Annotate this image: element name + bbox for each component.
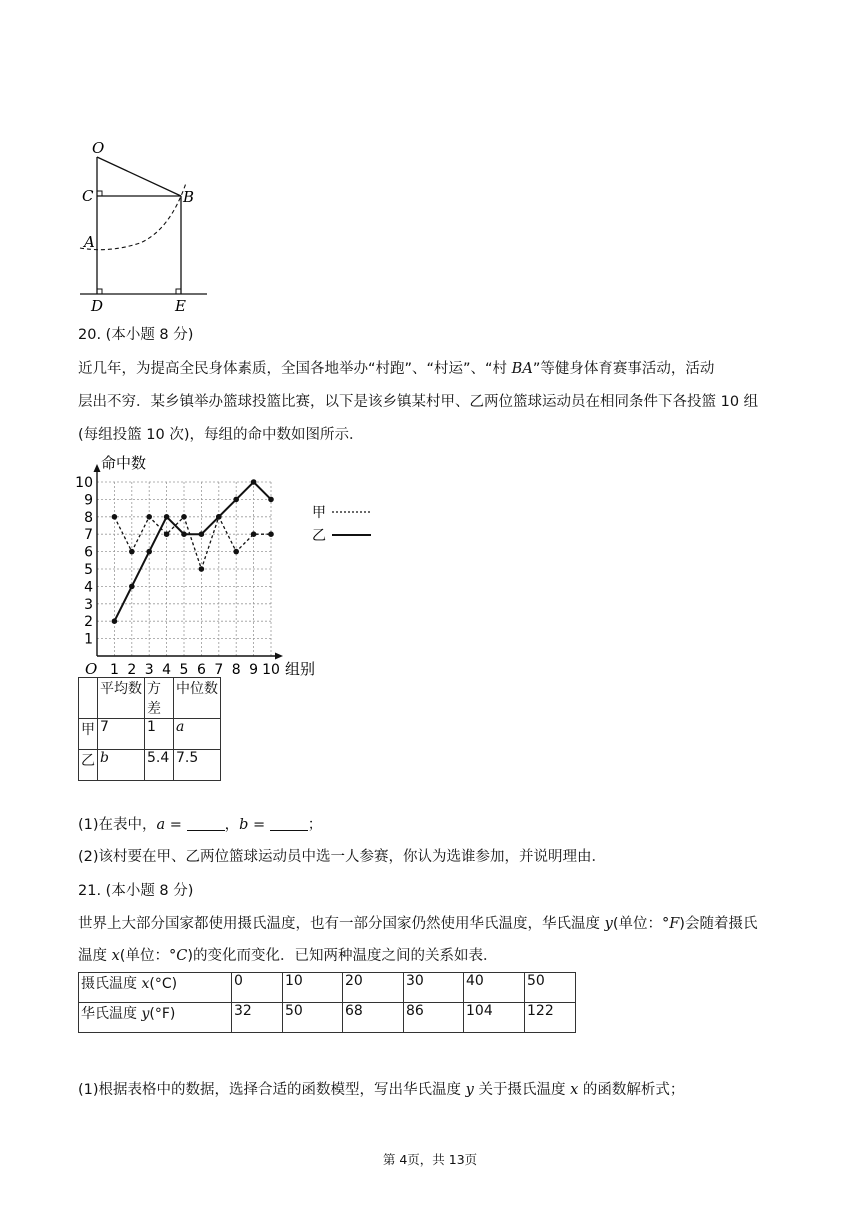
- label-d: D: [91, 297, 104, 315]
- y-tick-label: 10: [75, 475, 93, 491]
- q21-para-line-2: 温度 x(单位：°C)的变化而变化．已知两种温度之间的关系如表．: [78, 948, 498, 964]
- x-tick-label: 2: [127, 662, 137, 678]
- y-tick-label: 1: [84, 631, 93, 648]
- table-cell: 32: [232, 1003, 283, 1033]
- data-point: [181, 514, 187, 520]
- table-cell: 甲: [79, 719, 98, 750]
- table-row: [79, 750, 221, 781]
- legend-label: 乙: [312, 528, 326, 544]
- y-tick-label: 9: [84, 492, 93, 509]
- q20-para-line-2: 层出不穷．某乡镇举办篮球投篮比赛，以下是该乡镇某村甲、乙两位篮球运动员在相同条件下各投篮 10 组: [78, 394, 759, 410]
- table-cell: 30: [404, 973, 464, 1003]
- q20-stats-table: [78, 677, 221, 781]
- table-cell: 68: [343, 1003, 404, 1033]
- table-cell: 1: [145, 719, 174, 750]
- table-cell-label: 华氏温度 y(°F): [79, 1003, 232, 1033]
- q20-para-line-3: (每组投篮 10 次)，每组的命中数如图所示．: [78, 427, 364, 443]
- chart-grid: [97, 482, 271, 656]
- label-b: B: [183, 188, 195, 206]
- table-cell: b: [98, 750, 145, 781]
- q21-sub-question-1: (1)根据表格中的数据，选择合适的函数模型，写出华氏温度 y 关于摄氏温度 x 的函数解析式；: [78, 1082, 685, 1098]
- table-cell: 104: [464, 1003, 525, 1033]
- x-tick-label: 8: [231, 662, 241, 678]
- q20-para-line-1: 近几年，为提高全民身体素质，全国各地举办“村跑”、“村运”、“村 BA”等健身体育赛事活动，活动: [78, 361, 715, 377]
- table-cell: 乙: [79, 750, 98, 781]
- chart-axes: [94, 464, 284, 660]
- data-point: [199, 566, 205, 572]
- data-point: [164, 531, 170, 537]
- x-tick-label: 5: [179, 662, 189, 678]
- table-cell: 方差: [145, 678, 174, 719]
- table-cell: 50: [525, 973, 576, 1003]
- data-point: [146, 514, 152, 520]
- answer-blank-b[interactable]: [270, 816, 308, 831]
- q21-header: 21. (本小题 8 分): [78, 883, 194, 899]
- y-axis-label: 命中数: [101, 454, 147, 472]
- table-cell: 10: [283, 973, 343, 1003]
- x-tick-label: 7: [214, 662, 224, 678]
- label-a: A: [84, 233, 95, 251]
- table-cell: [79, 678, 98, 719]
- x-tick-label: 10: [262, 662, 280, 678]
- table-cell: 122: [525, 1003, 576, 1033]
- data-point: [251, 531, 257, 537]
- data-point: [199, 531, 205, 537]
- table-row: [79, 719, 221, 750]
- data-point: [233, 549, 239, 555]
- hit-count-line-chart: [75, 452, 375, 682]
- table-cell: 中位数: [174, 678, 221, 719]
- data-point: [268, 531, 274, 537]
- table-cell-label: 摄氏温度 x(°C): [79, 973, 232, 1003]
- page-footer: 第 4页，共 13页: [382, 1152, 478, 1167]
- data-point: [129, 549, 135, 555]
- table-cell: 50: [283, 1003, 343, 1033]
- table-cell: 40: [464, 973, 525, 1003]
- y-tick-label: 7: [84, 527, 93, 544]
- table-cell: 5.4: [145, 750, 174, 781]
- data-point: [129, 584, 135, 590]
- data-point: [216, 514, 222, 520]
- y-tick-label: 4: [84, 579, 93, 596]
- chart-tick-labels: [75, 475, 280, 678]
- q21-temperature-table-wrap: [78, 972, 576, 1033]
- y-tick-label: 5: [84, 562, 93, 578]
- data-point: [112, 618, 118, 624]
- table-cell: 0: [232, 973, 283, 1003]
- data-point: [146, 549, 152, 555]
- data-point: [181, 531, 187, 537]
- x-axis-arrow: [275, 653, 283, 660]
- q20-header: 20. (本小题 8 分): [78, 327, 194, 343]
- y-tick-label: 8: [84, 509, 93, 526]
- geometry-figure: [70, 135, 220, 315]
- q20-stats-table-wrap: [78, 677, 221, 781]
- q20-sub-question-1: (1)在表中，a = ，b = ；: [78, 817, 323, 833]
- table-cell: 7: [98, 719, 145, 750]
- table-cell: a: [174, 719, 221, 750]
- q20-sub-question-2: (2)该村要在甲、乙两位篮球运动员中选一人参赛，你认为选谁参加，并说明理由．: [78, 849, 607, 865]
- q21-para-line-1: 世界上大部分国家都使用摄氏温度，也有一部分国家仍然使用华氏温度，华氏温度 y(单位：°F)会随着摄氏: [78, 916, 758, 932]
- data-point: [268, 497, 274, 503]
- x-tick-label: 9: [249, 662, 259, 678]
- y-tick-label: 3: [84, 596, 93, 613]
- table-row: [79, 973, 576, 1003]
- table-cell: 20: [343, 973, 404, 1003]
- y-tick-label: 2: [84, 614, 93, 631]
- x-axis-label: 组别: [285, 660, 316, 678]
- chart-legend: [312, 505, 371, 544]
- y-tick-label: 6: [84, 544, 93, 561]
- q21-temperature-table: [78, 972, 576, 1033]
- table-cell: 平均数: [98, 678, 145, 719]
- table-header-row: [79, 678, 221, 719]
- label-e: E: [175, 297, 186, 315]
- data-point: [112, 514, 118, 520]
- table-row: [79, 1003, 576, 1033]
- series-line-1: [114, 517, 271, 569]
- answer-blank-a[interactable]: [187, 816, 225, 831]
- x-tick-label: 1: [109, 662, 119, 678]
- origin-label: O: [85, 660, 98, 678]
- x-tick-label: 6: [196, 662, 206, 678]
- table-cell: 7.5: [174, 750, 221, 781]
- table-cell: 86: [404, 1003, 464, 1033]
- label-o: O: [92, 139, 105, 157]
- x-tick-label: 4: [162, 662, 172, 678]
- data-point: [233, 497, 239, 503]
- x-tick-label: 3: [144, 662, 154, 678]
- label-c: C: [82, 187, 94, 205]
- y-axis-arrow: [94, 464, 101, 472]
- data-point: [164, 514, 170, 520]
- legend-label: 甲: [312, 505, 326, 521]
- data-point: [251, 479, 257, 485]
